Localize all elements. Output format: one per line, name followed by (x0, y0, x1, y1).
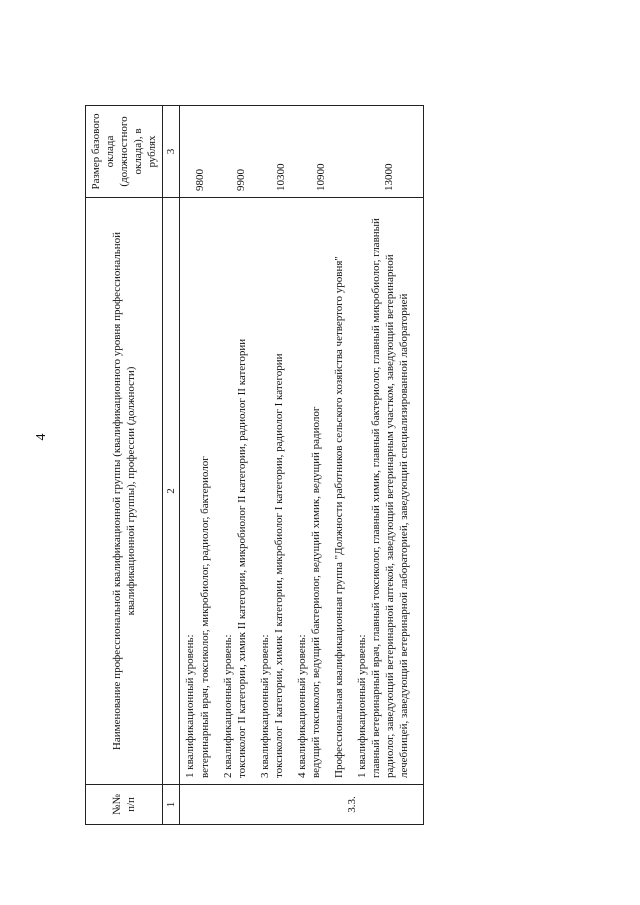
index-cell-2: 2 (163, 198, 180, 785)
table-index-row (163, 106, 180, 825)
row-number-cell (180, 785, 424, 825)
salary-value: 9800 (194, 169, 207, 191)
level-label: 1 квалификационный уровень: (356, 634, 369, 778)
table-body-row (180, 106, 424, 825)
level-block (258, 204, 286, 778)
level-positions: ведущий токсиколог, ведущий бактериолог, ведущий химик, ведущий радиолог (310, 406, 323, 778)
level-block (183, 204, 211, 778)
level-label: 3 квалификационный уровень: (258, 634, 271, 778)
page-number: 4 (34, 433, 49, 441)
salary-value: 10300 (274, 163, 287, 191)
index-cell-1: 1 (163, 785, 180, 825)
level-label: 2 квалификационный уровень: (221, 634, 234, 778)
positions-cell (180, 198, 424, 785)
table-header-row (86, 106, 163, 825)
header-name: Наименование профессиональной квалификационной группы (квалификационного уровня профессиональной квалификационной группы), профессии (должности) (86, 198, 163, 785)
level-positions: токсиколог II категории, химик II категории, микробиолог II категории, радиолог II категории (235, 338, 248, 778)
level-block (295, 204, 323, 778)
level-label: 1 квалификационный уровень: (184, 634, 197, 778)
salary-value: 13000 (382, 163, 395, 191)
level-block (355, 204, 411, 778)
header-number: №№ п/п (86, 785, 163, 825)
index-cell-3: 3 (163, 106, 180, 198)
salary-table (85, 105, 424, 825)
level-positions: ветеринарный врач, токсиколог, микробиолог, радиолог, бактериолог (198, 456, 211, 778)
level-positions: главный ветеринарный врач, главный токсиколог, главный химик, главный бактериолог, главный микробиолог, главный радиолог, заведующий ветеринарной аптекой, заведующий ветеринарным участком, заведующий ветеринарной лечебницей, заведующий ветеринарной лабораторией, заведующий специализированной лабораторией (370, 218, 411, 778)
header-salary: Размер базового оклада (должностного оклада), в рублях (86, 106, 163, 198)
salary-value: 10900 (314, 163, 327, 191)
level-block (221, 204, 249, 778)
salary-cell (180, 106, 424, 198)
level-positions: токсиколог I категории, химик I категории, микробиолог I категории, радиолог I категории (272, 353, 285, 778)
group-title: Профессиональная квалификационная группа "Должности работников сельского хозяйства четвертого уровня" (333, 256, 346, 778)
level-label: 4 квалификационный уровень: (295, 634, 308, 778)
group-number: 3.3. (346, 796, 359, 813)
salary-value: 9900 (234, 169, 247, 191)
